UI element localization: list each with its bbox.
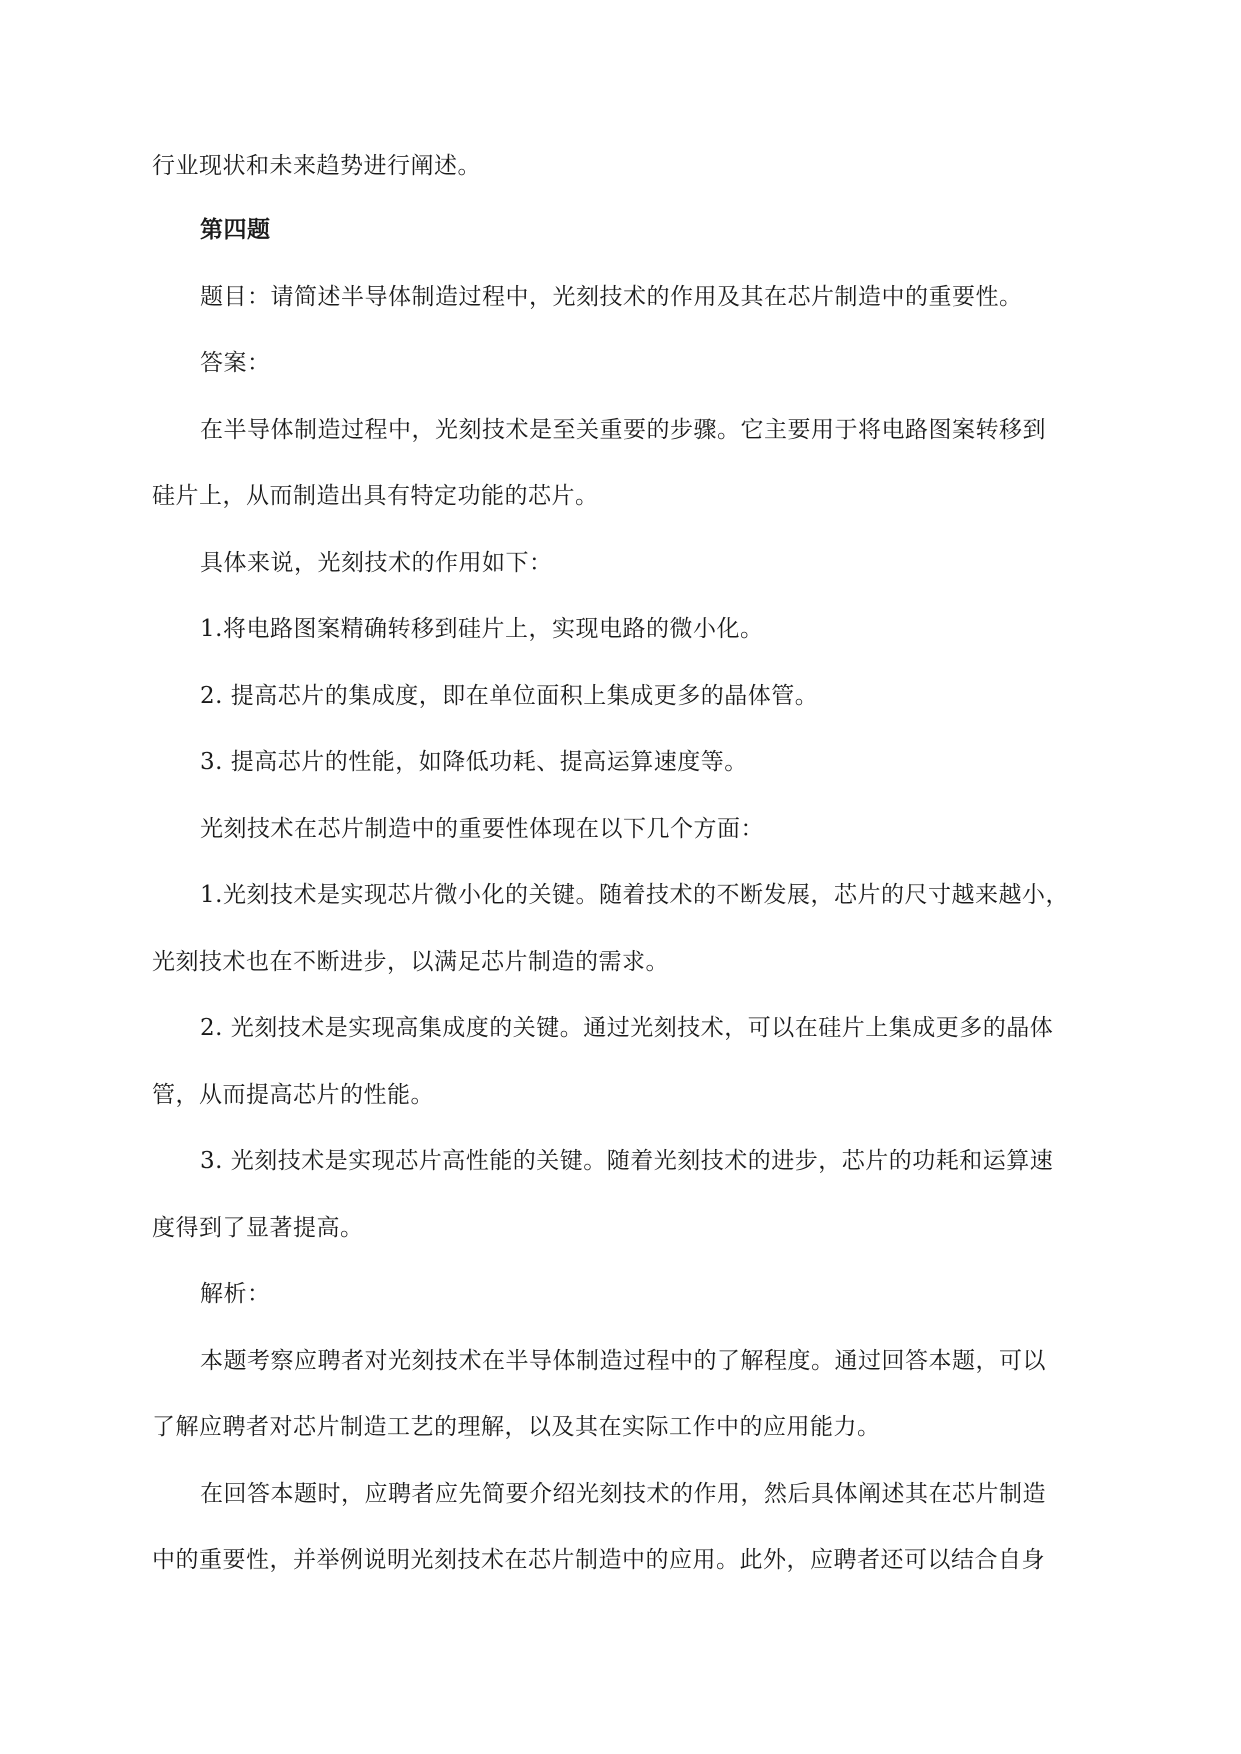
list-item: 3. 提高芯片的性能，如降低功耗、提高运算速度等。	[200, 749, 748, 775]
list-item: 2. 光刻技术是实现高集成度的关键。通过光刻技术，可以在硅片上集成更多的晶体	[200, 1015, 1054, 1041]
paragraph-line: 中的重要性，并举例说明光刻技术在芯片制造中的应用。此外，应聘者还可以结合自身	[152, 1547, 1045, 1573]
paragraph-line: 光刻技术在芯片制造中的重要性体现在以下几个方面：	[200, 816, 764, 842]
paragraph-line: 具体来说，光刻技术的作用如下：	[200, 550, 553, 576]
answer-label: 答案：	[200, 350, 271, 376]
list-item: 1.光刻技术是实现芯片微小化的关键。随着技术的不断发展，芯片的尺寸越来越小，	[200, 882, 1069, 908]
paragraph-line: 管，从而提高芯片的性能。	[152, 1082, 434, 1108]
paragraph-line: 行业现状和未来趋势进行阐述。	[152, 153, 481, 179]
paragraph-line: 在半导体制造过程中，光刻技术是至关重要的步骤。它主要用于将电路图案转移到	[200, 417, 1046, 443]
list-item: 2. 提高芯片的集成度，即在单位面积上集成更多的晶体管。	[200, 683, 819, 709]
list-item: 1.将电路图案精确转移到硅片上，实现电路的微小化。	[200, 616, 764, 642]
paragraph-line: 本题考察应聘者对光刻技术在半导体制造过程中的了解程度。通过回答本题，可以	[200, 1348, 1046, 1374]
paragraph-line: 硅片上，从而制造出具有特定功能的芯片。	[152, 483, 599, 509]
analysis-label: 解析：	[200, 1281, 271, 1307]
paragraph-line: 光刻技术也在不断进步，以满足芯片制造的需求。	[152, 949, 669, 975]
question-text: 题目：请简述半导体制造过程中，光刻技术的作用及其在芯片制造中的重要性。	[200, 284, 1023, 310]
list-item: 3. 光刻技术是实现芯片高性能的关键。随着光刻技术的进步，芯片的功耗和运算速	[200, 1148, 1054, 1174]
paragraph-line: 在回答本题时，应聘者应先简要介绍光刻技术的作用，然后具体阐述其在芯片制造	[200, 1481, 1046, 1507]
paragraph-line: 了解应聘者对芯片制造工艺的理解，以及其在实际工作中的应用能力。	[152, 1414, 881, 1440]
paragraph-line: 度得到了显著提高。	[152, 1215, 364, 1241]
section-heading: 第四题	[200, 216, 271, 243]
